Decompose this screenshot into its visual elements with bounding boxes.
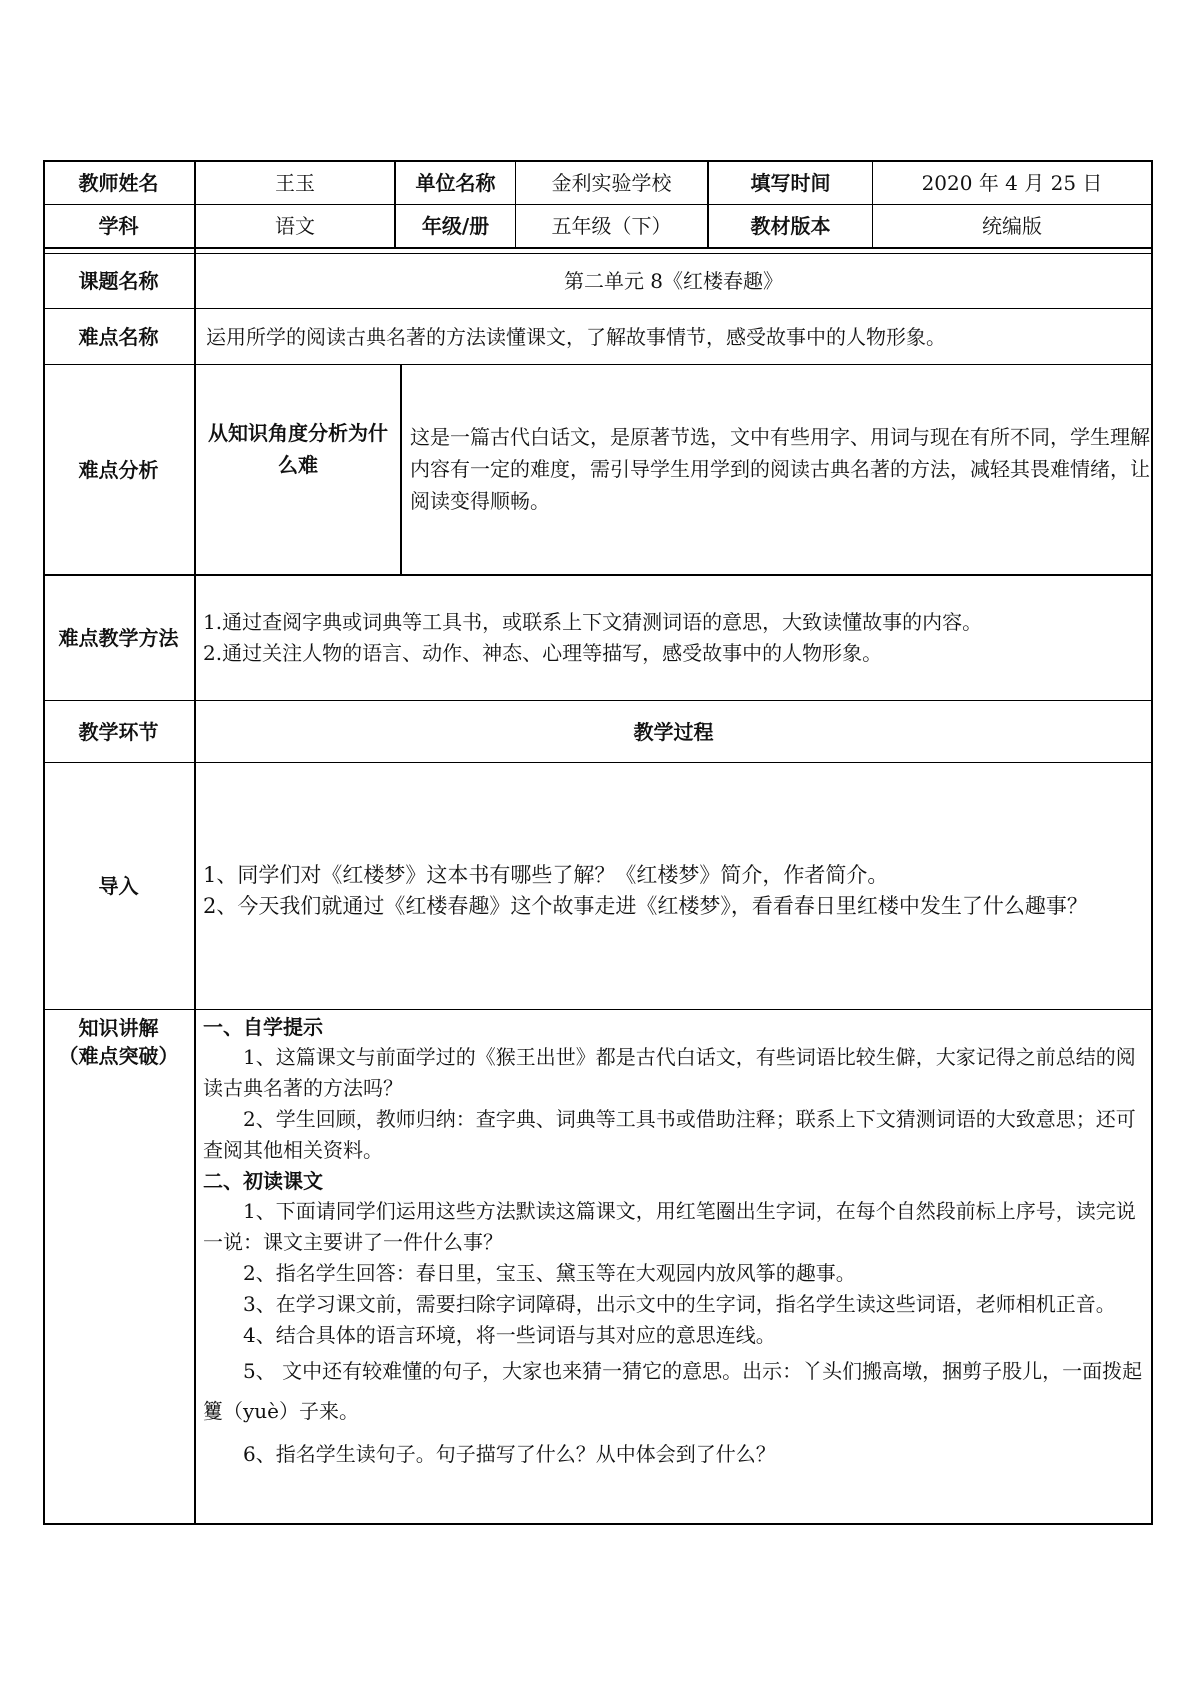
knowledge-label-line-2: （难点突破） (58, 1044, 179, 1068)
intro-value (203, 763, 1147, 1009)
intro-line-1: 1、同学们对《红楼梦》这本书有哪些了解？《红楼梦》简介，作者简介。 (203, 863, 889, 887)
header-row-1 (43, 162, 1153, 204)
topic-row (43, 254, 1153, 308)
method-label: 难点教学方法 (58, 626, 179, 650)
knowledge-row (43, 1010, 1153, 1523)
first-reading-item-1: 1、下面请同学们运用这些方法默读这篇课文，用红笔圈出生字词，在每个自然段前标上序号，读完说一说：课文主要讲了一件什么事？ (203, 1199, 1136, 1254)
topic-value: 第二单元 8《红楼春趣》 (563, 269, 784, 293)
header-row-2 (43, 205, 1153, 247)
row-divider (43, 247, 1153, 249)
self-study-item-1: 1、这篇课文与前面学过的《猴王出世》都是古代白话文，有些词语比较生僻，大家记得之前总结的阅读古典名著的方法吗？ (203, 1045, 1136, 1100)
first-reading-item-2: 2、指名学生回答：春日里，宝玉、黛玉等在大观园内放风筝的趣事。 (243, 1261, 856, 1285)
knowledge-label (43, 1010, 194, 1523)
difficulty-value: 运用所学的阅读古典名著的方法读懂课文，了解故事情节，感受故事中的人物形象。 (206, 324, 946, 349)
first-reading-item-5: 5、 文中还有较难懂的句子，大家也来猜一猜它的意思。出示：丫头们搬高墩，捆剪子股儿，一面拨起籰（yuè）子来。 (203, 1359, 1143, 1423)
grade-label: 年级/册 (421, 214, 490, 238)
difficulty-label: 难点名称 (78, 324, 159, 349)
method-row (43, 576, 1153, 700)
school-name-label: 单位名称 (415, 171, 496, 195)
first-reading-item-6: 6、指名学生读句子。句子描写了什么？从中体会到了什么？ (243, 1442, 776, 1466)
self-study-item-2: 2、学生回顾，教师归纳：查字典、词典等工具书或借助注释；联系上下文猜测词语的大致意思；还可查阅其他相关资料。 (203, 1107, 1136, 1162)
first-reading-item-4: 4、结合具体的语言环境，将一些词语与其对应的意思连线。 (243, 1323, 776, 1347)
first-reading-item-3: 3、在学习课文前，需要扫除字词障碍，出示文中的生字词，指名学生读这些词语，老师相机正音。 (243, 1292, 1116, 1316)
section-title-first-reading: 二、初读课文 (203, 1169, 323, 1193)
method-value (203, 576, 1151, 700)
fill-time-value: 2020 年 4 月 25 日 (921, 171, 1103, 195)
knowledge-value (203, 1010, 1147, 1523)
teaching-step-header: 教学环节 (78, 719, 159, 744)
intro-label: 导入 (98, 874, 139, 898)
method-line-1: 1.通过查阅字典或词典等工具书，或联系上下文猜测词语的意思，大致读懂故事的内容。 (203, 610, 983, 634)
textbook-edition-value: 统编版 (982, 214, 1042, 238)
analysis-label: 难点分析 (78, 457, 159, 482)
analysis-row (43, 365, 1153, 574)
school-name-value: 金利实验学校 (551, 171, 672, 195)
analysis-text: 这是一篇古代白话文，是原著节选，文中有些用字、用词与现在有所不同，学生理解内容有一定的难度，需引导学生用学到的阅读古典名著的方法，减轻其畏难情绪，让阅读变得顺畅。 (410, 425, 1150, 513)
subject-value: 语文 (275, 214, 315, 238)
textbook-edition-label: 教材版本 (750, 214, 831, 238)
section-title-self-study: 一、自学提示 (203, 1015, 323, 1039)
teacher-name-label: 教师姓名 (78, 171, 159, 195)
teaching-process-header: 教学过程 (633, 719, 714, 744)
table-border-bottom (43, 1523, 1153, 1525)
subject-label: 学科 (98, 214, 139, 238)
teacher-name-value: 王玉 (275, 171, 315, 195)
topic-label: 课题名称 (78, 269, 159, 293)
intro-row (43, 763, 1153, 1009)
analysis-sub-label: 从知识角度分析为什么难 (208, 420, 388, 477)
fill-time-label: 填写时间 (750, 171, 831, 195)
analysis-value (402, 365, 1150, 574)
grade-value: 五年级（下） (551, 214, 672, 238)
intro-line-2: 2、今天我们就通过《红楼春趣》这个故事走进《红楼梦》，看看春日里红楼中发生了什么趣事？ (203, 894, 1088, 918)
knowledge-label-line-1: 知识讲解 (78, 1016, 159, 1040)
method-line-2: 2.通过关注人物的语言、动作、神态、心理等描写，感受故事中的人物形象。 (203, 641, 883, 665)
process-header-row (43, 701, 1153, 762)
